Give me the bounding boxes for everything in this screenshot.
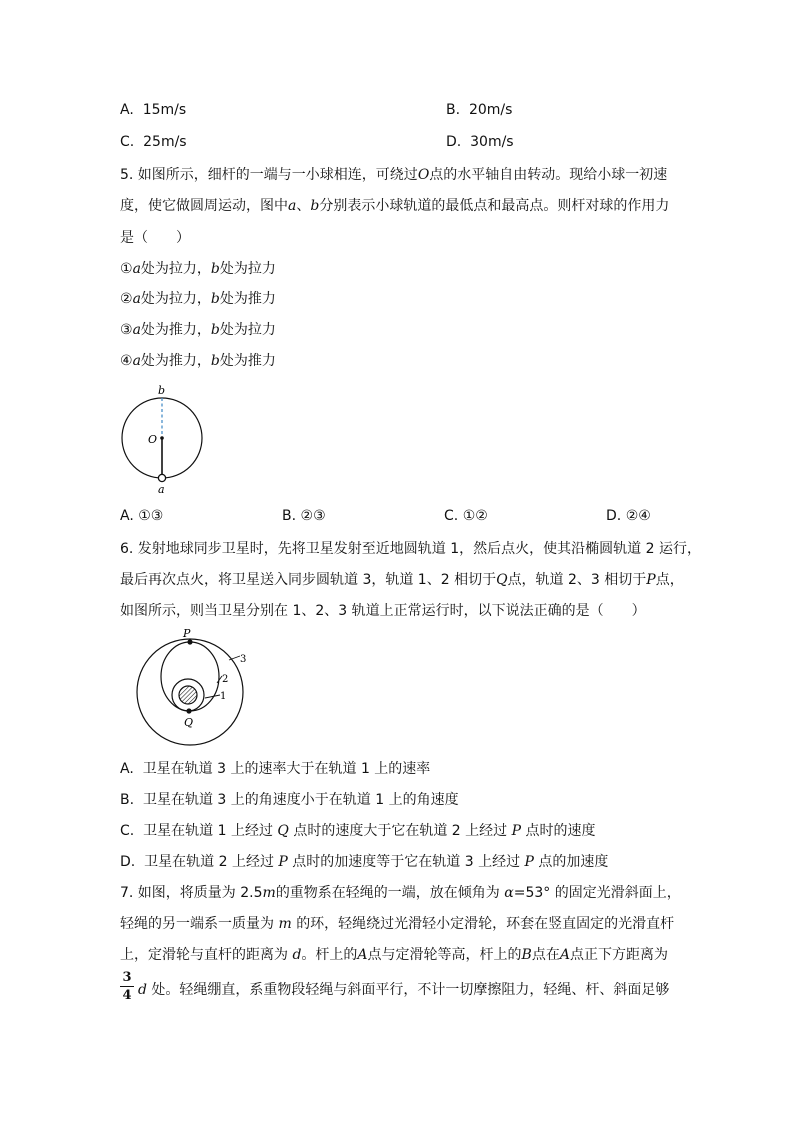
q5-figure-rod-circle	[115, 382, 215, 498]
q5-option-c: C. ①②	[444, 508, 488, 524]
q6-option-a: A. 卫星在轨道 3 上的速率大于在轨道 1 上的速率	[120, 761, 431, 777]
q5-stem-line1: 5. 如图所示，细杆的一端与一小球相连，可绕过O点的水平轴自由转动。现给小球一初速	[120, 167, 668, 183]
q6-stem-line3: 如图所示，则当卫星分别在 1、2、3 轨道上正常运行时，以下说法正确的是（ ）	[120, 603, 646, 619]
q4-option-b: B. 20m/s	[446, 102, 513, 118]
q5-label-b: b	[158, 384, 166, 397]
q7-stem-line1: 7. 如图，将质量为 2.5m的重物系在轻绳的一端，放在倾角为 α=53° 的固定光滑斜面上，	[120, 885, 681, 901]
q5-option-b: B. ②③	[282, 508, 326, 524]
q7-stem-line3: 上，定滑轮与直杆的距离为 d。杆上的A点与定滑轮等高，杆上的B点在A点正下方距离为	[120, 947, 668, 963]
q4-option-c: C. 25m/s	[120, 134, 187, 150]
q6-option-c: C. 卫星在轨道 1 上经过 Q 点时的速度大于它在轨道 2 上经过 P 点时的速度	[120, 823, 596, 839]
q5-label-o: O	[148, 433, 158, 446]
q5-stem-line2: 度，使它做圆周运动，图中a、b分别表示小球轨道的最低点和最高点。则杆对球的作用力	[120, 198, 670, 214]
q5-ball	[158, 474, 165, 481]
q5-statement-1: ①a处为拉力，b处为拉力	[120, 261, 276, 277]
q6-figure-orbits	[130, 626, 260, 752]
q6-label-2: 2	[222, 674, 229, 685]
q6-option-d: D. 卫星在轨道 2 上经过 P 点时的加速度等于它在轨道 3 上经过 P 点的加速度	[120, 854, 609, 870]
q6-option-b: B. 卫星在轨道 3 上的角速度小于在轨道 1 上的角速度	[120, 792, 459, 808]
q6-stem-line2: 最后再次点火，将卫星送入同步圆轨道 3，轨道 1、2 相切于Q点，轨道 2、3 相切于P点，	[120, 572, 684, 588]
q7-stem-line4: d 处。轻绳绷直，系重物段轻绳与斜面平行，不计一切摩擦阻力，轻绳、杆、斜面足够	[138, 982, 670, 998]
q7-fraction-bar	[120, 986, 134, 987]
q6-stem-line1: 6. 发射地球同步卫星时，先将卫星发射至近地圆轨道 1，然后点火，使其沿椭圆轨道 2 运行，	[120, 541, 701, 557]
q6-label-q: Q	[184, 716, 194, 729]
q5-statement-3: ③a处为推力，b处为拉力	[120, 322, 276, 338]
q6-label-1: 1	[220, 691, 227, 702]
q6-point-p	[187, 639, 192, 644]
q6-label-3: 3	[240, 654, 247, 665]
q7-stem-line2: 轻绳的另一端系一质量为 m 的环，轻绳绕过光滑轻小定滑轮，环套在竖直固定的光滑直杆	[120, 916, 675, 932]
q5-option-d: D. ②④	[606, 508, 651, 524]
q5-statement-4: ④a处为推力，b处为推力	[120, 353, 276, 369]
q7-fraction-numerator: 3	[122, 970, 132, 985]
q5-statement-2: ②a处为拉力，b处为推力	[120, 291, 276, 307]
q4-option-d: D. 30m/s	[446, 134, 514, 150]
q6-label-p: P	[183, 627, 191, 640]
q5-option-a: A. ①③	[120, 508, 164, 524]
q7-fraction-three-quarters	[120, 970, 134, 1003]
q5-stem-line3: 是（ ）	[120, 230, 190, 246]
q4-option-a: A. 15m/s	[120, 102, 187, 118]
q5-label-a: a	[158, 483, 165, 496]
q5-pivot-point	[160, 436, 164, 440]
q6-point-q	[186, 708, 191, 713]
q6-earth	[179, 686, 197, 704]
q7-fraction-denominator: 4	[122, 988, 132, 1003]
